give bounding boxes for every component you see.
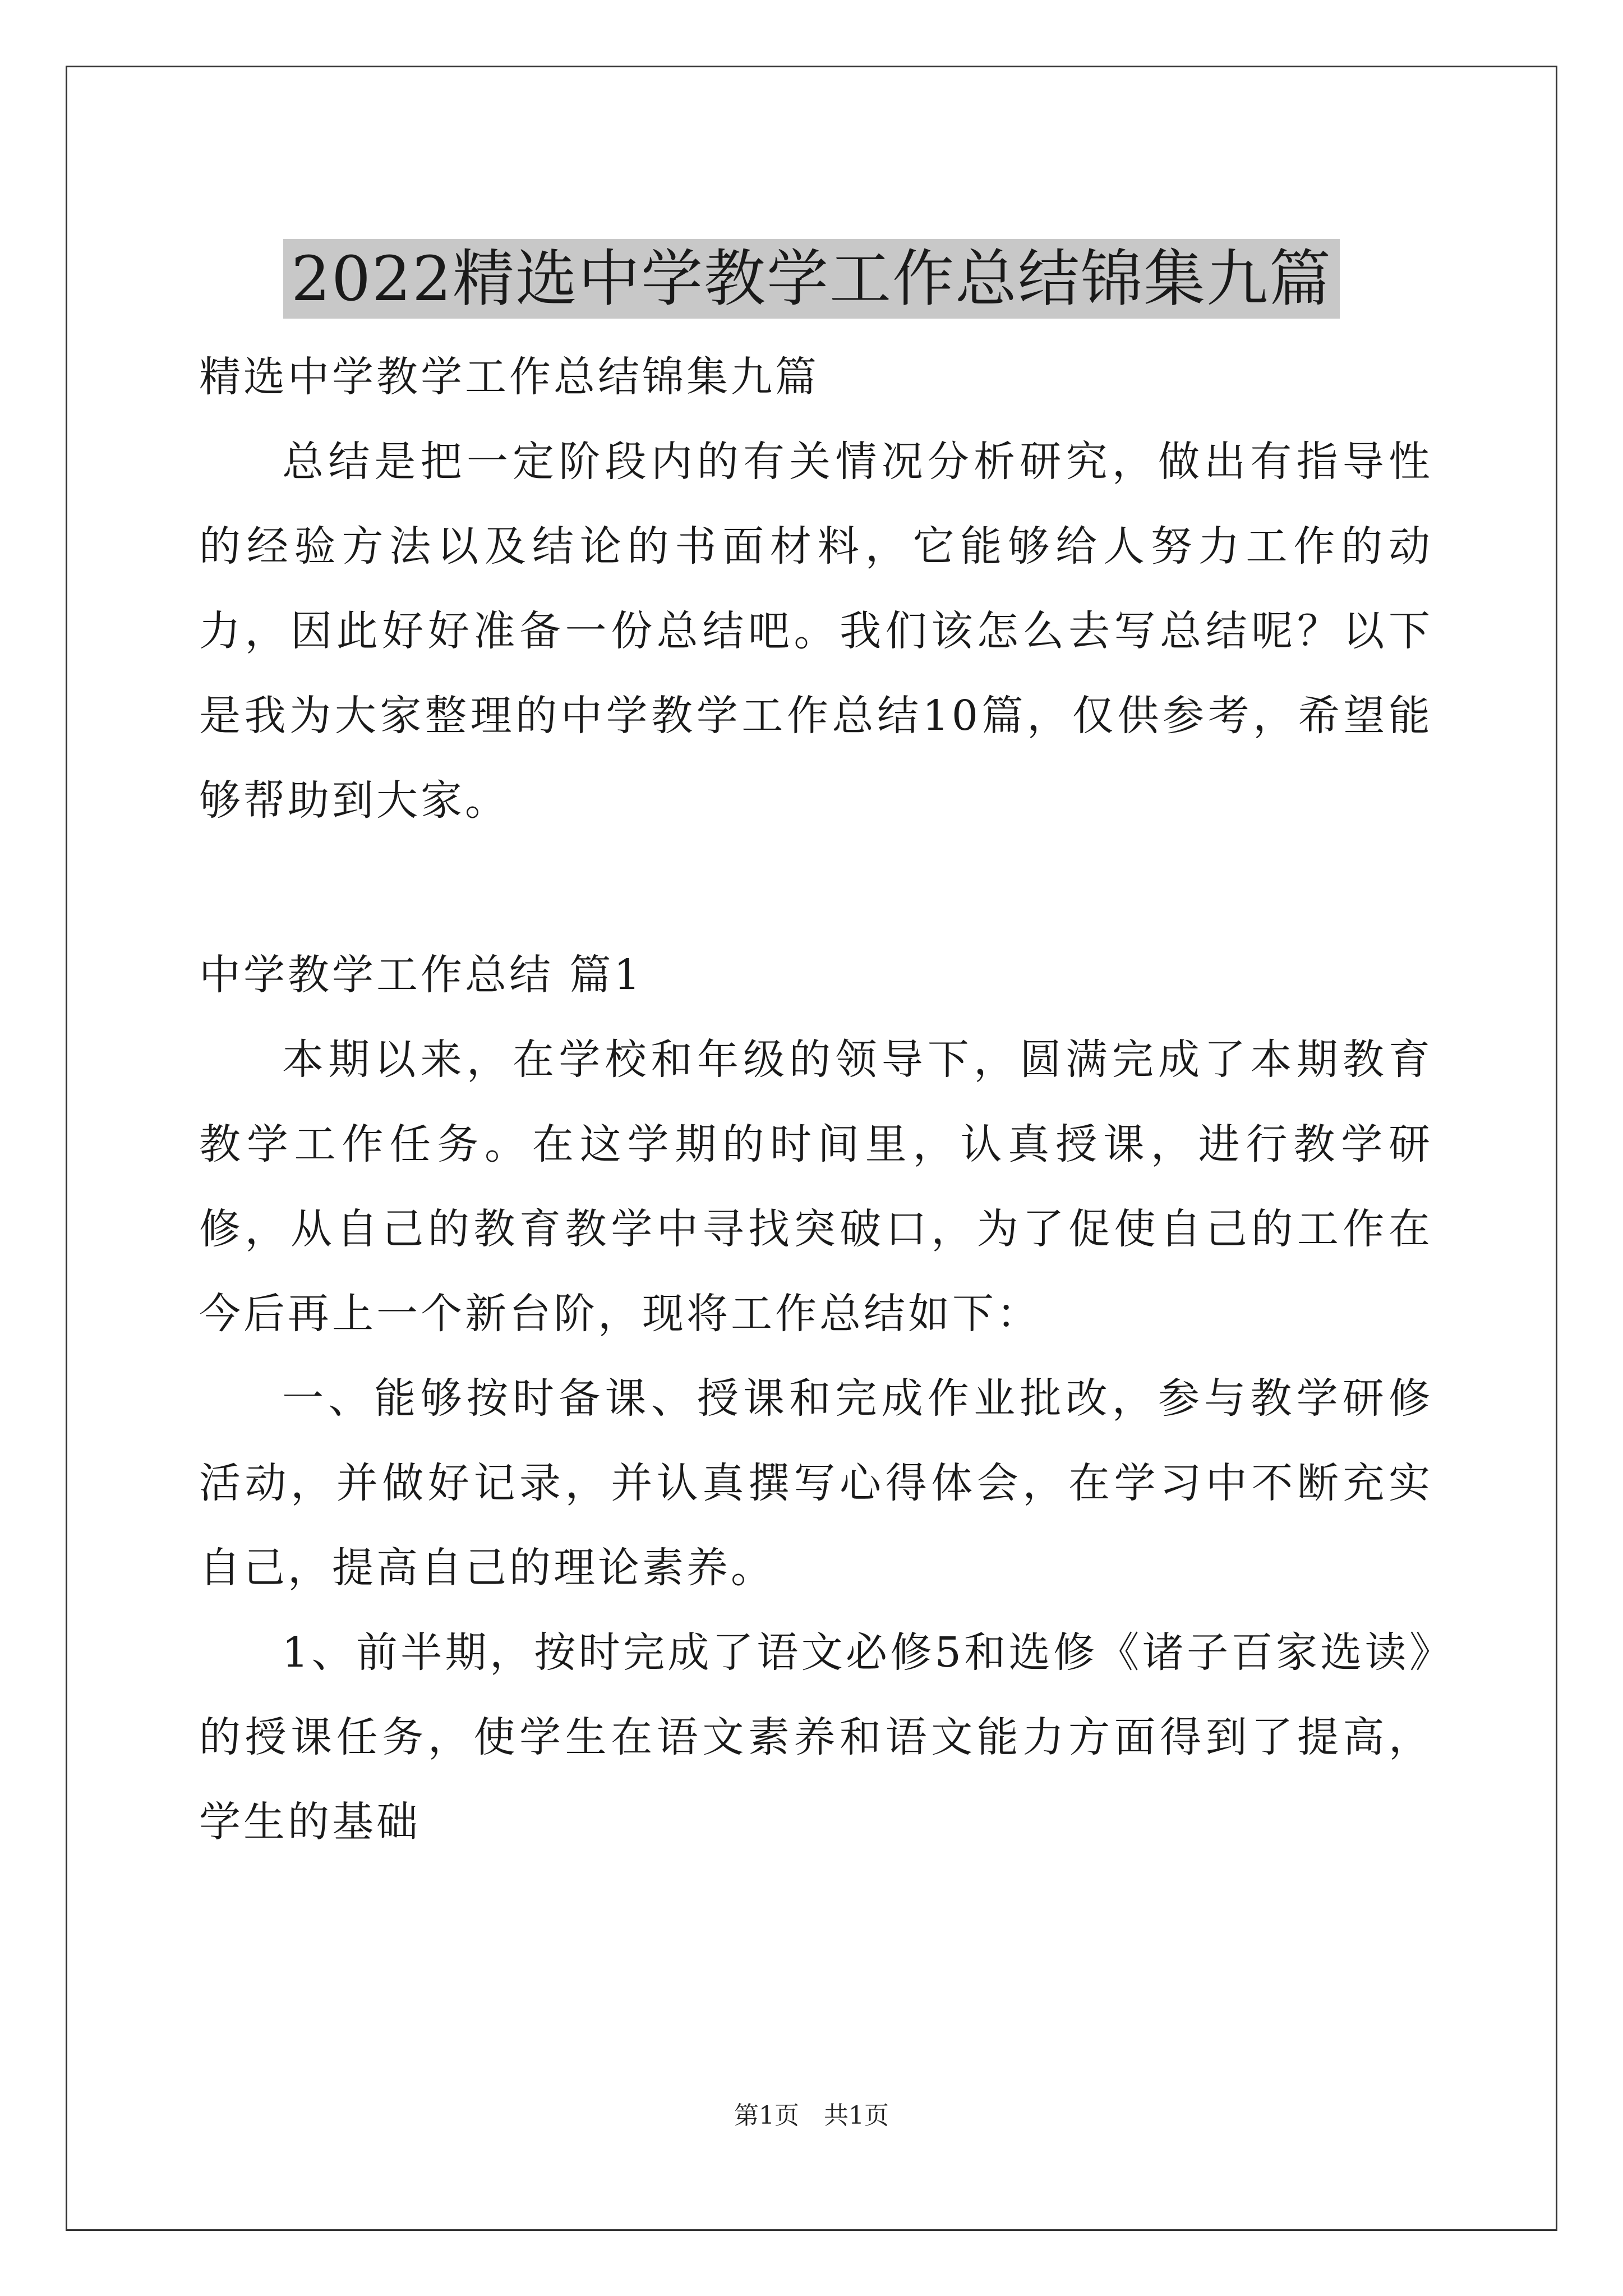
body-paragraph: 一、能够按时备课、授课和完成作业批改，参与教学研修活动，并做好记录，并认真撰写心得体会，在学习中不断充实自己，提高自己的理论素养。 (199, 1374, 1433, 1592)
document-subtitle: 精选中学教学工作总结锦集九篇 (199, 353, 819, 401)
document-body (199, 335, 1433, 1865)
intro-paragraph: 总结是把一定阶段内的有关情况分析研究，做出有指导性的经验方法以及结论的书面材料，它能够给人努力工作的动力，因此好好准备一份总结吧。我们该怎么去写总结呢？以下是我为大家整理的中学教学工作总结10篇，仅供参考，希望能够帮助到大家。 (199, 438, 1433, 825)
section-heading: 中学教学工作总结 篇1 (199, 951, 643, 999)
section-spacer (199, 843, 1433, 933)
body-paragraph: 本期以来，在学校和年级的领导下，圆满完成了本期教育教学工作任务。在这学期的时间里，认真授课，进行教学研修，从自己的教育教学中寻找突破口，为了促使自己的工作在今后再上一个新台阶，现将工作总结如下： (199, 1036, 1433, 1338)
page-footer: 第1页 共1页 (734, 2101, 889, 2130)
document-title: 2022精选中学教学工作总结锦集九篇 (283, 239, 1340, 319)
body-paragraph: 1、前半期，按时完成了语文必修5和选修《诸子百家选读》的授课任务，使学生在语文素养和语文能力方面得到了提高，学生的基础 (199, 1628, 1433, 1846)
